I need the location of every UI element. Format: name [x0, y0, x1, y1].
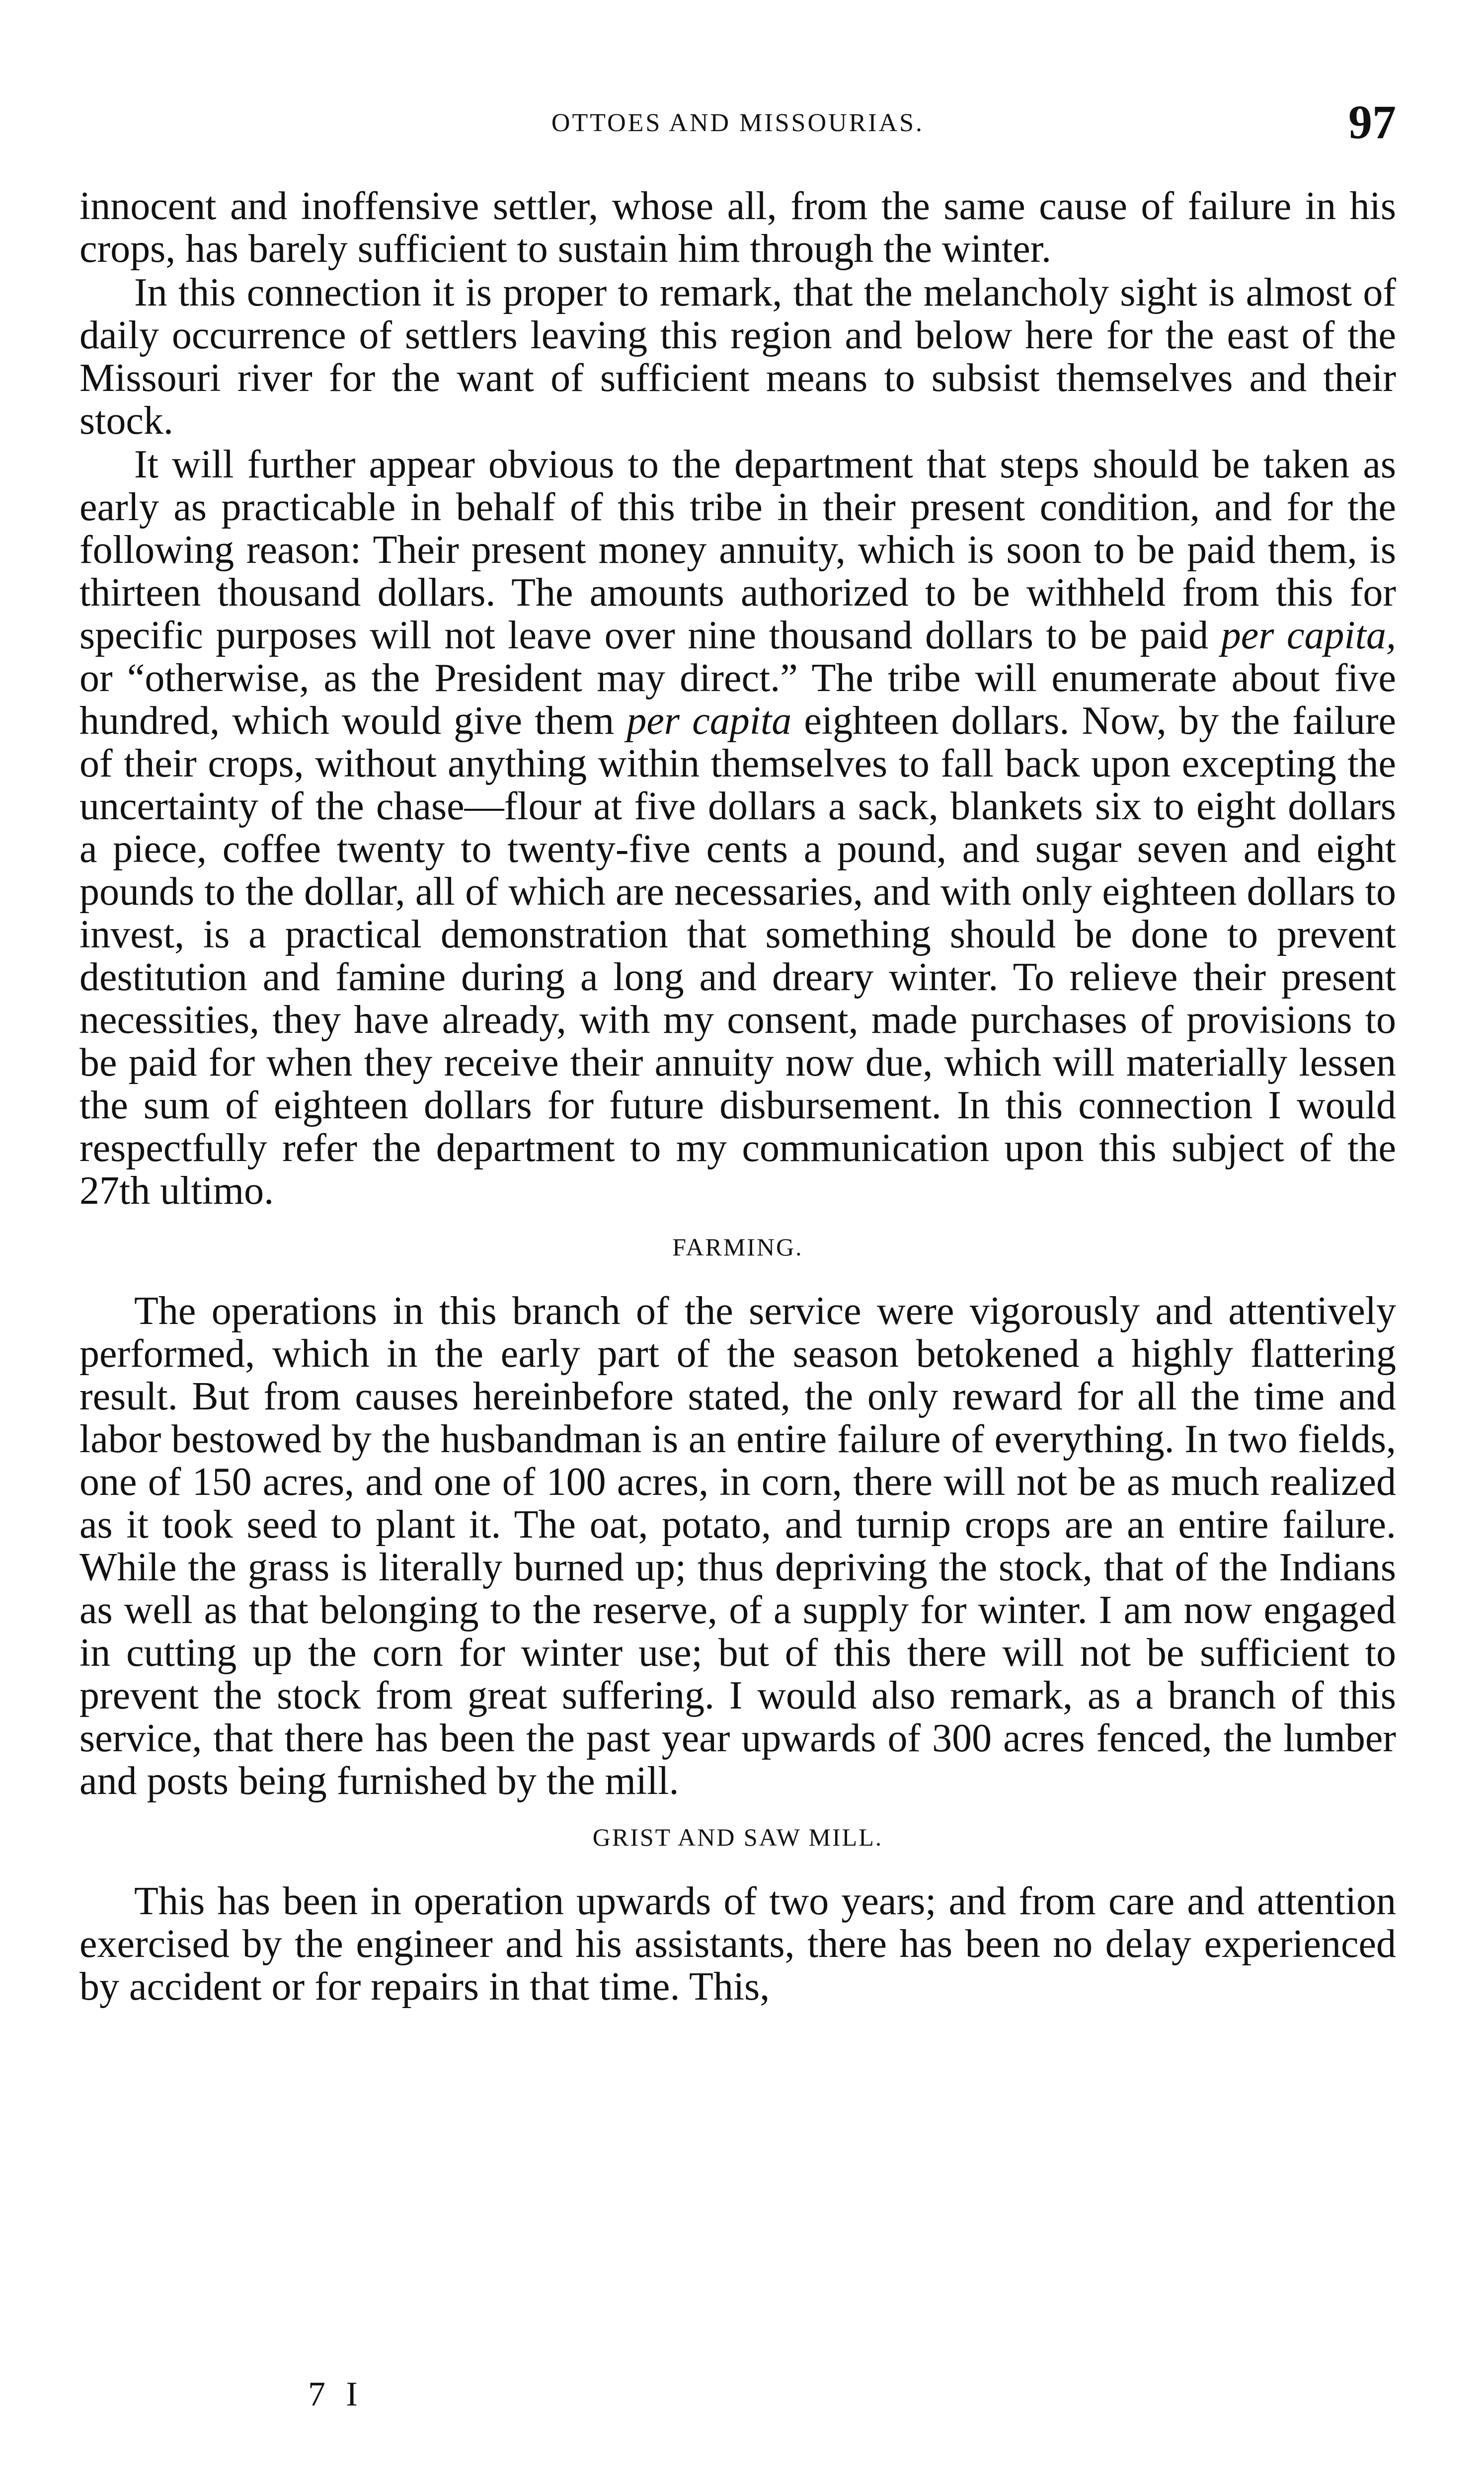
farming-title: FARMING. — [672, 1233, 803, 1261]
signature-mark: 7 I — [308, 2375, 364, 2413]
page-header — [79, 94, 1396, 154]
paragraph-3-italic-2: per capita — [626, 699, 792, 743]
paragraph-3-part-2: or “otherwise, as the President may direct.” The tribe will enumerate about five hundred, which would give them — [79, 656, 1396, 743]
paragraph-3 — [79, 443, 1396, 1212]
paragraph-3-part-1: It will further appear obvious to the department that steps should be taken as early as practicable in behalf of this tribe in their present condition, and for the following reason: Their present money annuity, which is soon to be paid them, is thirteen thousand dollars. The amounts authorized to be withheld from this for specific purposes will not leave over nine thousand dollars to be paid — [79, 443, 1396, 657]
farming-paragraph: The operations in this branch of the service were vigorously and attentively performed, which in the early part of the season betokened a highly flattering result. But from causes hereinbefore stated, the only reward for all the time and labor bestowed by the husbandman is an entire failure of everything. In two fields, one of 150 acres, and one of 100 acres, in corn, there will not be as much realized as it took seed to plant it. The oat, potato, and turnip crops are an entire failure. While the grass is literally burned up; thus depriving the stock, that of the Indians as well as that belonging to the reserve, of a supply for winter. I am now engaged in cutting up the corn for winter use; but of this there will not be sufficient to prevent the stock from great suffering. I would also remark, as a branch of this service, that there has been the past year upwards of 300 acres fenced, the lumber and posts being furnished by the mill. — [79, 1289, 1396, 1803]
paragraph-3-part-3: eighteen dollars. Now, by the failure of their crops, without anything within themselves to fall back upon excepting the uncertainty of the chase—flour at five dollars a sack, blankets six to eight dollars a piece, coffee twenty to twenty-five cents a pound, and sugar seven and eight pounds to the dollar, all of which are necessaries, and with only eighteen dollars to invest, is a practical demonstration that something should be done to prevent destitution and famine during a long and dreary winter. To relieve their present necessities, they have already, with my consent, made purchases of provisions to be paid for when they receive their annuity now due, which will materially lessen the sum of eighteen dollars for future disbursement. In this connection I would respectfully refer the department to my communication upon this subject of the 27th ultimo. — [79, 699, 1396, 1213]
page-number: 97 — [1348, 95, 1396, 149]
paragraph-3-italic-1: per capita, — [1221, 614, 1397, 657]
running-head: OTTOES AND MISSOURIAS. — [551, 109, 925, 137]
mill-paragraph: This has been in operation upwards of two years; and from care and attention exercised by the engineer and his assistants, there has been no delay experienced by accident or for repairs in that time. This, — [79, 1879, 1396, 2009]
paragraph-2: In this connection it is proper to remark, that the melancholy sight is almost of daily occurrence of settlers leaving this region and below here for the east of the Missouri river for the want of sufficient means to subsist themselves and their stock. — [79, 271, 1396, 443]
page-body — [79, 185, 1396, 2009]
mill-title: GRIST AND SAW MILL. — [592, 1823, 883, 1851]
paragraph-1: innocent and inoffensive settler, whose all, from the same cause of failure in his crops, has barely sufficient to sustain him through the winter. — [79, 184, 1396, 271]
